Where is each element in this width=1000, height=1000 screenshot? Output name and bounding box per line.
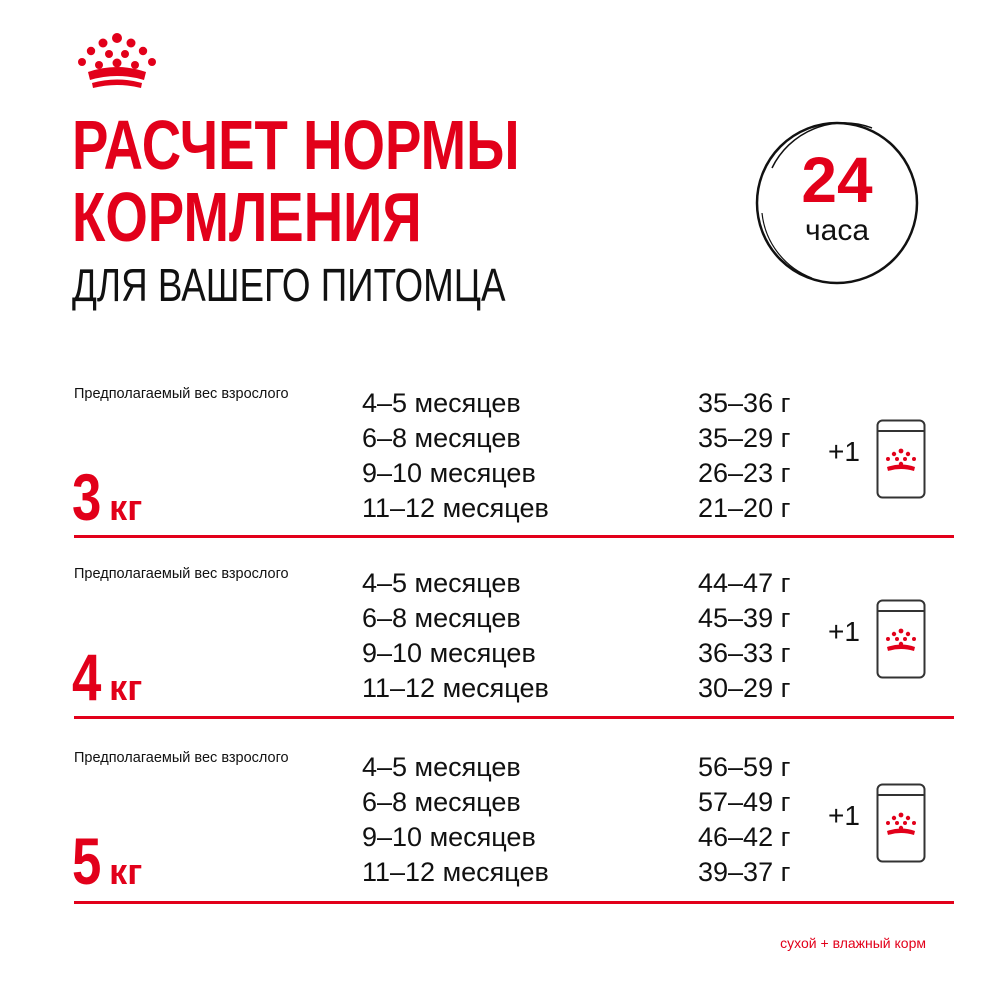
daily-grams: 36–33 г — [698, 638, 791, 668]
age-range: 6–8 месяцев — [362, 787, 521, 817]
table-row — [362, 855, 822, 890]
age-range: 6–8 месяцев — [362, 423, 521, 453]
weight-label: Предполагаемый вес взрослого — [74, 386, 289, 402]
table-row — [362, 671, 822, 706]
page-title-line1: РАСЧЕТ НОРМЫ — [72, 106, 520, 184]
daily-grams: 56–59 г — [698, 752, 791, 782]
age-range: 4–5 месяцев — [362, 752, 521, 782]
age-range: 11–12 месяцев — [362, 493, 549, 523]
weight-label: Предполагаемый вес взрослого — [74, 566, 289, 582]
weight-block-4kg — [0, 566, 1000, 746]
page-subtitle: ДЛЯ ВАШЕГО ПИТОМЦА — [72, 259, 506, 311]
weight-block-3kg — [0, 386, 1000, 566]
age-range: 9–10 месяцев — [362, 822, 536, 852]
plus-one-pouch: +1 — [828, 616, 860, 647]
table-row — [362, 386, 822, 421]
daily-grams: 35–29 г — [698, 423, 791, 453]
table-row — [362, 566, 822, 601]
weight-number: 4 — [72, 640, 102, 714]
age-range: 9–10 месяцев — [362, 638, 536, 668]
royal-crown-icon — [74, 32, 160, 90]
table-row — [362, 491, 822, 526]
section-divider — [74, 901, 954, 904]
wet-food-pouch-icon — [876, 599, 926, 679]
table-row — [362, 421, 822, 456]
daily-grams: 44–47 г — [698, 568, 791, 598]
age-range: 9–10 месяцев — [362, 458, 536, 488]
hours-badge — [752, 118, 922, 288]
daily-grams: 26–23 г — [698, 458, 791, 488]
table-row — [362, 636, 822, 671]
section-divider — [74, 716, 954, 719]
plus-one-pouch: +1 — [828, 800, 860, 831]
age-range: 4–5 месяцев — [362, 568, 521, 598]
table-row — [362, 750, 822, 785]
daily-grams: 30–29 г — [698, 673, 791, 703]
weight-value — [72, 640, 143, 714]
wet-food-pouch-icon — [876, 783, 926, 863]
wet-food-pouch-icon — [876, 419, 926, 499]
daily-grams: 46–42 г — [698, 822, 791, 852]
table-row — [362, 820, 822, 855]
weight-number: 5 — [72, 824, 102, 898]
daily-grams: 21–20 г — [698, 493, 791, 523]
weight-unit: кг — [109, 851, 143, 892]
weight-value — [72, 460, 143, 534]
daily-grams: 35–36 г — [698, 388, 791, 418]
table-row — [362, 601, 822, 636]
badge-unit: часа — [805, 214, 869, 247]
feeding-table — [362, 386, 822, 526]
weight-value — [72, 824, 143, 898]
feeding-table — [362, 750, 822, 890]
weight-label: Предполагаемый вес взрослого — [74, 750, 289, 766]
table-row — [362, 456, 822, 491]
weight-unit: кг — [109, 487, 143, 528]
footer-note: сухой + влажный корм — [780, 935, 926, 951]
daily-grams: 57–49 г — [698, 787, 791, 817]
table-row — [362, 785, 822, 820]
plus-one-pouch: +1 — [828, 436, 860, 467]
badge-number: 24 — [801, 144, 873, 216]
section-divider — [74, 535, 954, 538]
daily-grams: 39–37 г — [698, 857, 791, 887]
weight-unit: кг — [109, 667, 143, 708]
feeding-table — [362, 566, 822, 706]
age-range: 11–12 месяцев — [362, 673, 549, 703]
age-range: 6–8 месяцев — [362, 603, 521, 633]
age-range: 11–12 месяцев — [362, 857, 549, 887]
page-title-line2: КОРМЛЕНИЯ — [72, 178, 422, 256]
weight-number: 3 — [72, 460, 102, 534]
daily-grams: 45–39 г — [698, 603, 791, 633]
age-range: 4–5 месяцев — [362, 388, 521, 418]
